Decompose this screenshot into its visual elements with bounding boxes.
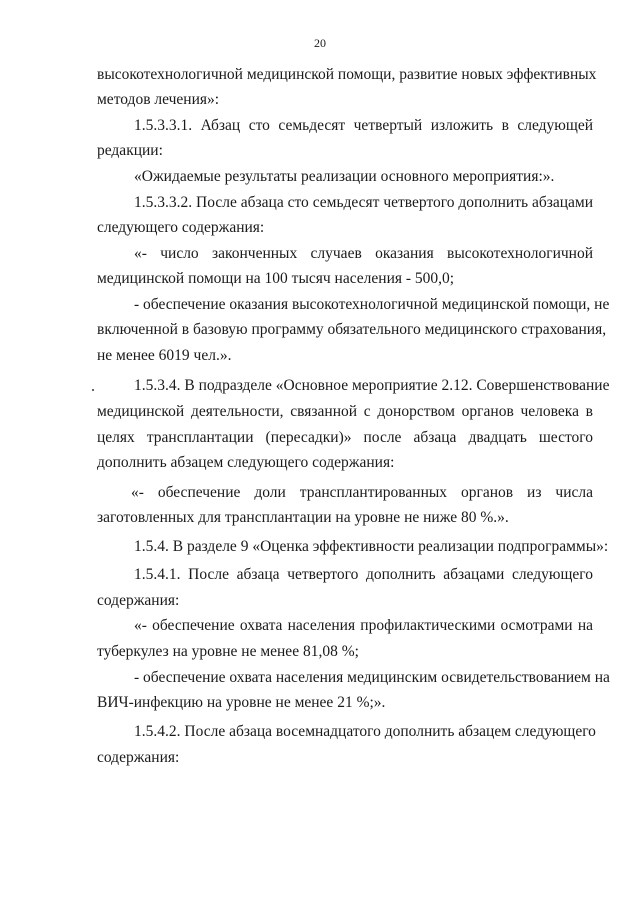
text-line: включенной в базовую программу обязательного медицинского страхования, <box>97 321 607 338</box>
text-line: высокотехнологичной медицинской помощи, развитие новых эффективных <box>97 66 597 83</box>
text-line: целях трансплантации (пересадки)» после абзаца двадцать шестого <box>97 429 593 446</box>
text-line: содержания: <box>97 749 180 766</box>
text-line: 1.5.4.1. После абзаца четвертого дополнить абзацами следующего <box>134 566 593 583</box>
text-line: ВИЧ-инфекцию на уровне не менее 21 %;». <box>97 694 386 711</box>
text-line: методов лечения»: <box>97 91 220 108</box>
text-line: 1.5.4. В разделе 9 «Оценка эффективности реализации подпрограммы»: <box>134 538 609 555</box>
text-line: - обеспечение оказания высокотехнологичной медицинской помощи, не <box>134 296 610 313</box>
text-line: медицинской деятельности, связанной с донорством органов человека в <box>97 403 593 420</box>
text-line: 1.5.3.3.2. После абзаца сто семьдесят четвертого дополнить абзацами <box>134 194 593 211</box>
text-line: содержания: <box>97 592 180 609</box>
text-line: 1.5.3.3.1. Абзац сто семьдесят четвертый изложить в следующей <box>134 117 593 134</box>
text-line: редакции: <box>97 142 163 159</box>
text-line: медицинской помощи на 100 тысяч населения - 500,0; <box>97 270 455 287</box>
text-line: 1.5.4.2. После абзаца восемнадцатого дополнить абзацем следующего <box>134 723 596 740</box>
text-line: «- обеспечение охвата населения профилактическими осмотрами на <box>134 617 593 634</box>
text-line: «Ожидаемые результаты реализации основного мероприятия:». <box>134 168 555 185</box>
text-line: не менее 6019 чел.». <box>97 347 232 364</box>
text-line: 1.5.3.4. В подразделе «Основное мероприятие 2.12. Совершенствование <box>134 377 610 394</box>
text-line: туберкулез на уровне не менее 81,08 %; <box>97 643 359 660</box>
text-line: - обеспечение охвата населения медицинским освидетельствованием на <box>134 669 610 686</box>
page-number: 20 <box>314 36 326 50</box>
text-line: заготовленных для трансплантации на уровне не ниже 80 %.». <box>97 509 509 526</box>
text-line: «- обеспечение доли трансплантированных органов из числа <box>131 484 593 501</box>
text-line: дополнить абзацем следующего содержания: <box>97 454 395 471</box>
text-line: следующего содержания: <box>97 219 265 236</box>
scan-speck <box>92 389 94 391</box>
text-line: «- число законченных случаев оказания высокотехнологичной <box>134 245 593 262</box>
